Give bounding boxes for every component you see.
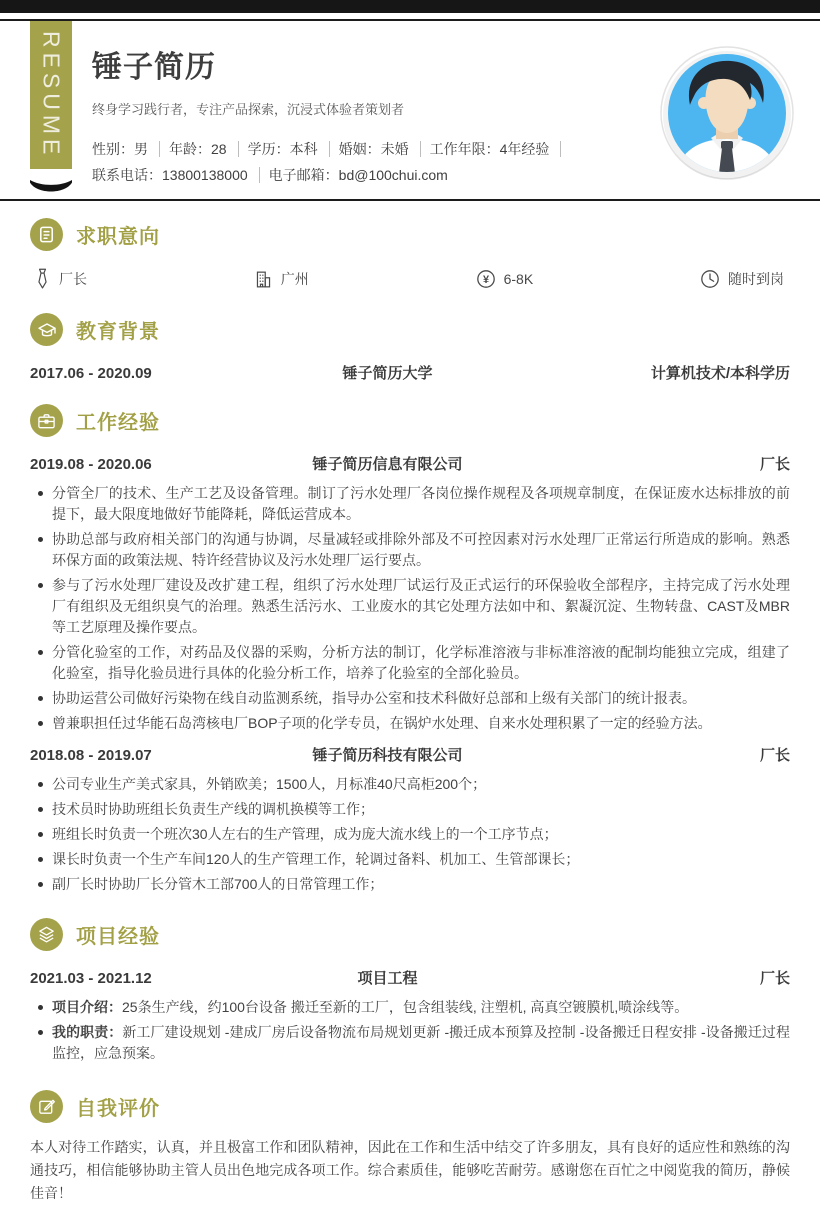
building-icon (254, 270, 273, 289)
header-top-rule (0, 19, 820, 21)
svg-text:¥: ¥ (482, 273, 489, 286)
clock-icon (700, 269, 720, 289)
info-marriage: 婚姻：未婚 (339, 141, 421, 157)
info-age: 年龄：28 (169, 141, 239, 157)
project-row (30, 967, 790, 988)
resume-ribbon (30, 21, 72, 169)
section-header-education (30, 313, 790, 346)
job-company: 锤子简历信息有限公司 (312, 456, 463, 473)
job-row (30, 744, 790, 765)
edit-document-icon (30, 1090, 63, 1123)
project-bullet-list (30, 997, 790, 1064)
job-bullet: 副厂长时协助厂长分管木工部700人的日常管理工作； (30, 874, 790, 895)
graduation-cap-icon (30, 313, 63, 346)
job-role: 厂长 (759, 456, 790, 473)
job-bullet: 课长时负责一个生产车间120人的生产管理工作，轮调过备料、机加工、生管部课长； (30, 849, 790, 870)
section-title-work: 工作经验 (76, 412, 160, 434)
briefcase-icon (30, 404, 63, 437)
project-bullet: 我的职责：新工厂建设规划 -建成厂房后设备物流布局规划更新 -搬迁成本预算及控制 -设备搬迁日程安排 -设备搬迁过程监控，应急预案。 (30, 1022, 790, 1064)
candidate-tagline: 终身学习践行者，专注产品探索，沉浸式体验者策划者 (92, 102, 405, 117)
job-bullet: 协助运营公司做好污染物在线自动监测系统，指导办公室和技术科做好总部和上级有关部门的统计报表。 (30, 688, 790, 709)
job-bullet-list (30, 774, 790, 895)
self-evaluation-text: 本人对待工作踏实，认真，并且极富工作和团队精神，因此在工作和生活中结交了许多朋友，具有良好的适应性和熟练的沟通技巧，相信能够协助主管人员出色地完成各项工作。综合素质佳，能够吃苦耐劳。感谢您在百忙之中阅览我的简历，静候佳音！ (30, 1139, 790, 1201)
top-black-bar (0, 0, 820, 13)
section-header-work (30, 404, 790, 437)
personal-info (92, 136, 632, 188)
section-header-intent (30, 218, 790, 251)
document-icon (30, 218, 63, 251)
info-experience: 工作年限：4年经验 (430, 141, 562, 157)
job-period: 2018.08 - 2019.07 (30, 747, 152, 764)
job-bullet: 参与了污水处理厂建设及改扩建工程，组织了污水处理厂试运行及正式运行的环保验收全部程序，主持完成了污水处理厂有组织及无组织臭气的治理。熟悉生活污水、工业废水的其它处理方法如中和、絮凝沉淀、生物转盘、CAST及MBR等工艺原理及操作要点。 (30, 575, 790, 638)
male-cartoon-avatar (659, 45, 795, 181)
info-gender: 性别：男 (92, 141, 160, 157)
salary-icon (476, 269, 496, 289)
section-title-evaluation: 自我评价 (76, 1098, 160, 1120)
job-bullet: 分管全厂的技术、生产工艺及设备管理。制订了污水处理厂各岗位操作规程及各项规章制度，在保证废水达标排放的前提下，最大限度地做好节能降耗，降低运营成本。 (30, 483, 790, 525)
job-bullet: 公司专业生产美式家具，外销欧美；1500人，月标准40尺高柜200个； (30, 774, 790, 795)
job-bullet: 协助总部与政府相关部门的沟通与协调，尽量减轻或排除外部及不可控因素对污水处理厂正常运行所造成的影响。熟悉环保方面的政策法规、特许经营协议及污水处理厂运行要点。 (30, 529, 790, 571)
project-name: 项目工程 (357, 970, 418, 987)
education-school: 锤子简历大学 (342, 365, 433, 382)
job-bullet: 分管化验室的工作，对药品及仪器的采购，分析方法的制订，化学标准溶液与非标准溶液的配制均能独立完成，组建了化验室，指导化验员进行具体的化验分析工作，培养了化验室的全部化验员。 (30, 642, 790, 684)
job-period: 2019.08 - 2020.06 (30, 456, 152, 473)
project-role: 厂长 (759, 970, 790, 987)
job-role: 厂长 (759, 747, 790, 764)
info-phone: 联系电话：13800138000 (92, 167, 260, 183)
section-title-project: 项目经验 (76, 926, 160, 948)
section-title-education: 教育背景 (76, 321, 160, 343)
info-email: 电子邮箱：bd@100chui.com (268, 167, 448, 183)
resume-ribbon-label: RESUME (38, 30, 65, 160)
section-header-project (30, 918, 790, 951)
intent-city: 广州 (254, 268, 309, 290)
job-bullet-list (30, 483, 790, 734)
header-text-block (92, 42, 632, 188)
education-row (30, 362, 790, 383)
education-degree: 计算机技术/本科学历 (650, 365, 790, 382)
intent-position: 厂长 (34, 268, 87, 290)
personal-info-line-1 (92, 136, 632, 162)
education-period: 2017.06 - 2020.09 (30, 365, 152, 382)
project-period: 2021.03 - 2021.12 (30, 970, 152, 987)
section-title-intent: 求职意向 (76, 226, 160, 248)
info-degree: 学历：本科 (248, 141, 330, 157)
job-bullet: 技术员时协助班组长负责生产线的调机换模等工作； (30, 799, 790, 820)
tie-icon (34, 268, 51, 290)
job-bullet: 曾兼职担任过华能石岛湾核电厂BOP子项的化学专员，在锅炉水处理、自来水处理积累了一定的经验方法。 (30, 713, 790, 734)
section-header-evaluation (30, 1090, 790, 1123)
resume-body (30, 201, 790, 1205)
job-bullet: 班组长时负责一个班次30人左右的生产管理，成为庞大流水线上的一个工序节点； (30, 824, 790, 845)
job-row (30, 453, 790, 474)
layers-icon (30, 918, 63, 951)
ribbon-tail-shape (30, 179, 72, 197)
personal-info-line-2 (92, 162, 632, 188)
project-bullet: 项目介绍：25条生产线，约100台设备 搬迁至新的工厂，包含组装线, 注塑机, 高真空镀膜机,喷涂线等。 (30, 997, 790, 1018)
job-intent-row (34, 268, 784, 290)
candidate-name: 锤子简历 (92, 51, 216, 84)
intent-availability: 随时到岗 (700, 268, 784, 290)
intent-salary: ¥ 6-8K (476, 268, 534, 290)
job-company: 锤子简历科技有限公司 (312, 747, 463, 764)
